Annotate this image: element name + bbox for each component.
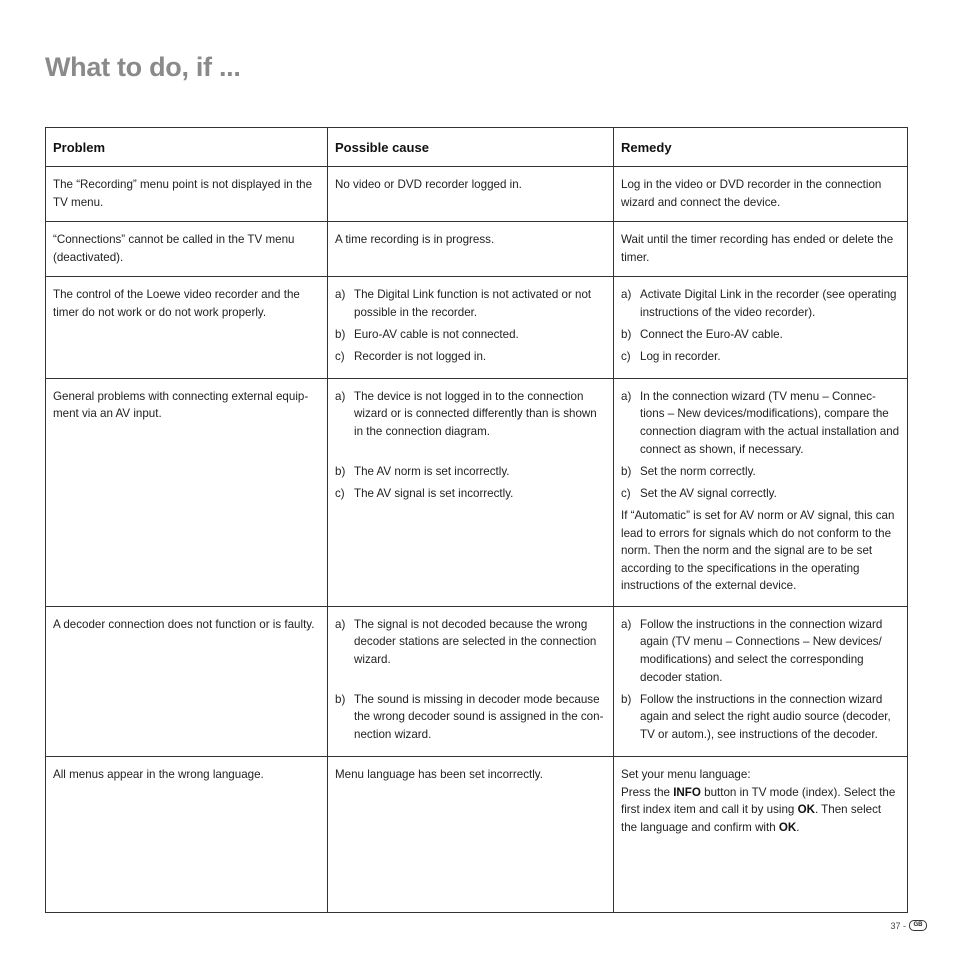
info-key-label: INFO — [673, 785, 701, 799]
problem-text: A decoder connection does not function or is faulty. — [53, 617, 315, 631]
item-label: a) — [621, 389, 632, 403]
item-text: Set the AV signal correctly. — [640, 486, 777, 500]
problem-cell — [46, 378, 328, 606]
item-label: c) — [335, 349, 345, 363]
item-label: b) — [621, 327, 632, 341]
item-text: In the connection wizard (TV menu – Connec-tions – New devices/modifications), compare the connection diagram with the actual installation and connect as shown, if necessary. — [640, 389, 900, 456]
list-item — [335, 348, 606, 366]
item-text: Log in recorder. — [640, 349, 721, 363]
cause-cell — [328, 222, 614, 277]
cause-cell — [328, 167, 614, 222]
cause-text: A time recording is in progress. — [335, 233, 495, 246]
item-text: The Digital Link function is not activated or not possible in the recorder. — [354, 288, 592, 319]
problem-cell — [46, 757, 328, 913]
problem-cell — [46, 222, 328, 277]
item-label: c) — [621, 349, 631, 363]
item-text: Set the norm correctly. — [640, 464, 756, 478]
table-row — [46, 167, 908, 222]
problem-text: General problems with connecting external equip-ment via an AV input. — [53, 389, 309, 421]
item-text: Recorder is not logged in. — [354, 349, 487, 363]
table-row — [46, 378, 908, 606]
problem-cell — [46, 167, 328, 222]
remedy-list — [621, 616, 900, 744]
list-item — [621, 485, 900, 503]
list-item — [335, 691, 606, 744]
item-label: b) — [621, 692, 632, 706]
list-item — [621, 616, 900, 686]
text-run: . — [796, 820, 800, 834]
item-label: a) — [621, 288, 632, 301]
troubleshooting-table — [45, 127, 908, 913]
remedy-list — [621, 388, 900, 503]
remedy-cell — [614, 167, 908, 222]
remedy-note: If “Automatic” is set for AV norm or AV signal, this can lead to errors for signals which do not conform to the norm. Then the norm and the signal are to be set according to the specifications in the operating instructions of the external device. — [621, 508, 895, 593]
remedy-line: Set your menu language: — [621, 768, 751, 782]
cause-cell — [328, 606, 614, 756]
header-remedy: Remedy — [614, 128, 908, 167]
item-text: Euro-AV cable is not connected. — [354, 327, 519, 341]
item-text: Follow the instructions in the connection wizard again (TV menu – Connections – New devices/ modifications) and select the corresponding decoder station. — [640, 617, 883, 684]
text-run: button in TV mode (index). Select the first index item and call it by using — [621, 785, 896, 817]
list-item — [621, 348, 900, 366]
page-number — [890, 920, 927, 931]
problem-cell — [46, 277, 328, 379]
header-possible-cause: Possible cause — [328, 128, 614, 167]
page-title: What to do, if ... — [45, 52, 241, 82]
cause-list — [335, 388, 606, 502]
country-badge: GB — [909, 920, 927, 931]
list-item — [335, 616, 606, 669]
problem-cell — [46, 606, 328, 756]
remedy-cell — [614, 378, 908, 606]
item-label: a) — [335, 617, 346, 631]
list-item — [621, 463, 900, 481]
remedy-cell — [614, 757, 908, 913]
cause-cell — [328, 378, 614, 606]
table-row — [46, 222, 908, 277]
item-label: a) — [621, 617, 632, 631]
table-row — [46, 757, 908, 913]
item-label: b) — [335, 327, 346, 341]
item-label: b) — [335, 692, 346, 706]
item-label: b) — [335, 464, 346, 478]
remedy-cell — [614, 277, 908, 379]
table-header-row — [46, 128, 908, 167]
cause-cell — [328, 757, 614, 913]
list-item — [621, 326, 900, 344]
problem-text: The “Recording” menu point is not displayed in the TV menu. — [53, 178, 313, 209]
remedy-list — [621, 286, 900, 365]
remedy-text: Wait until the timer recording has ended or delete the timer. — [621, 233, 894, 264]
ok-key-label: OK — [797, 803, 815, 817]
item-label: c) — [335, 486, 345, 500]
remedy-cell — [614, 606, 908, 756]
remedy-cell — [614, 222, 908, 277]
problem-text: All menus appear in the wrong language. — [53, 768, 264, 782]
item-text: Follow the instructions in the connection wizard again and select the right audio source (decoder, TV or autom.), see instructions of the decoder. — [640, 692, 891, 741]
text-run: Press the — [621, 785, 674, 799]
cause-text: Menu language has been set incorrectly. — [335, 768, 543, 782]
list-item — [335, 463, 606, 481]
problem-text: “Connections” cannot be called in the TV menu (deactivated). — [53, 233, 295, 264]
item-label: a) — [335, 288, 346, 301]
item-text: The AV norm is set incorrectly. — [354, 464, 510, 478]
cause-list — [335, 286, 606, 365]
problem-text: The control of the Loewe video recorder and the timer do not work or do not work properly. — [53, 288, 300, 319]
list-item — [335, 286, 606, 321]
item-label: b) — [621, 464, 632, 478]
header-problem: Problem — [46, 128, 328, 167]
item-label: a) — [335, 389, 346, 403]
item-text: Connect the Euro-AV cable. — [640, 327, 783, 341]
cause-text: No video or DVD recorder logged in. — [335, 178, 522, 191]
item-text: The AV signal is set incorrectly. — [354, 486, 514, 500]
cause-cell — [328, 277, 614, 379]
remedy-instructions — [621, 784, 900, 837]
list-item — [621, 388, 900, 458]
cause-list — [335, 616, 606, 744]
item-text: Activate Digital Link in the recorder (see operating instructions of the video recorder). — [640, 288, 897, 319]
remedy-text: Log in the video or DVD recorder in the connection wizard and connect the device. — [621, 178, 882, 209]
table-row — [46, 606, 908, 756]
list-item — [621, 286, 900, 321]
page-number-text: 37 - — [890, 920, 906, 931]
list-item — [335, 485, 606, 503]
text-run: . Then select the language and confirm with — [621, 803, 882, 834]
table-row — [46, 277, 908, 379]
item-text: The sound is missing in decoder mode because the wrong decoder sound is assigned in the con-nection wizard. — [354, 692, 604, 741]
list-item — [335, 326, 606, 344]
item-text: The device is not logged in to the connection wizard or is connected differently than is shown in the connection diagram. — [354, 389, 597, 439]
list-item — [621, 691, 900, 744]
ok-key-label: OK — [778, 820, 797, 834]
item-label: c) — [621, 486, 631, 500]
item-text: The signal is not decoded because the wrong decoder stations are selected in the connection wizard. — [354, 617, 597, 667]
list-item — [335, 388, 606, 441]
